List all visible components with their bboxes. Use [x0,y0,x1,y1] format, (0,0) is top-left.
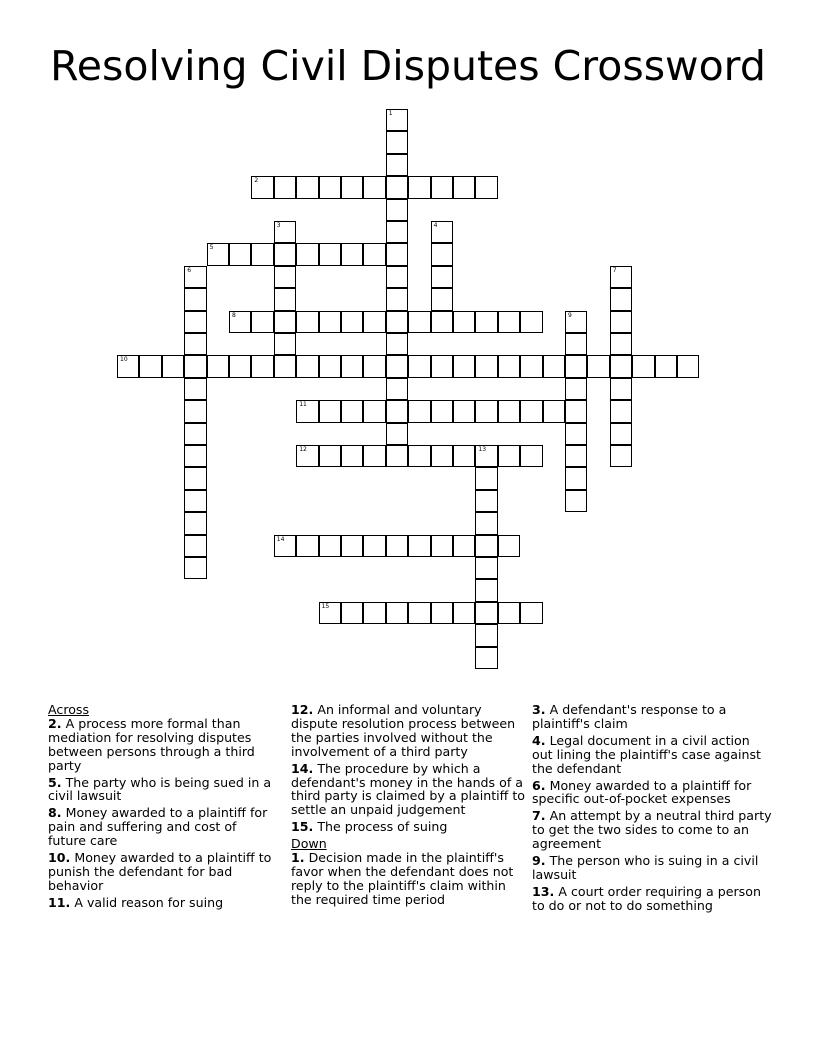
crossword-cell[interactable] [341,176,363,198]
clue-number: 4. [532,732,546,748]
across-heading: Across [48,702,90,717]
crossword-cell[interactable] [386,131,408,153]
crossword-cell[interactable] [386,445,408,467]
crossword-cell[interactable] [498,311,520,333]
crossword-cell[interactable] [207,355,229,377]
clue-text: A valid reason for suing [74,894,224,910]
crossword-cell[interactable] [655,355,677,377]
crossword-cell[interactable] [565,400,587,422]
crossword-cell[interactable] [431,176,453,198]
crossword-cell[interactable] [565,445,587,467]
crossword-cell[interactable] [610,266,632,288]
crossword-cell[interactable] [386,154,408,176]
crossword-cell[interactable] [565,467,587,489]
clue-text: Money awarded to a plaintiff for pain and suffering and cost of future care [48,805,268,849]
clue-number: 2. [48,715,62,731]
crossword-cell[interactable] [498,445,520,467]
cell-number: 13 [478,446,487,453]
cell-number: 11 [299,401,307,409]
crossword-cell[interactable] [520,602,542,624]
cell-number: 1 [388,110,393,117]
crossword-cell[interactable] [386,423,408,445]
crossword-cell[interactable] [565,355,587,377]
crossword-cell[interactable] [184,400,206,422]
crossword-cell[interactable] [475,355,497,377]
crossword-cell[interactable] [341,355,363,377]
crossword-cell[interactable] [184,378,206,400]
crossword-cell[interactable] [274,288,296,310]
crossword-cell[interactable] [386,176,408,198]
crossword-cell[interactable] [296,535,318,557]
crossword-cell[interactable] [296,311,318,333]
crossword-cell[interactable] [319,535,341,557]
cell-number: 15 [321,602,330,610]
crossword-cell[interactable] [408,311,430,333]
clue-number: 10. [48,850,71,866]
clue-number: 8. [48,805,62,821]
crossword-cell[interactable] [475,512,497,534]
crossword-cell[interactable] [319,602,341,624]
clue-across-15 [291,820,527,834]
crossword-cell[interactable] [386,311,408,333]
crossword-cell[interactable] [610,445,632,467]
cell-number: 2 [254,177,259,185]
crossword-cell[interactable] [363,176,385,198]
crossword-cell[interactable] [431,400,453,422]
crossword-cell[interactable] [520,400,542,422]
crossword-cell[interactable] [363,355,385,377]
crossword-cell[interactable] [319,400,341,422]
crossword-cell[interactable] [587,355,609,377]
crossword-cell[interactable] [408,400,430,422]
cell-number: 14 [276,535,285,543]
crossword-cell[interactable] [453,400,475,422]
clue-text: The party who is being sued in a civil lawsuit [48,774,272,804]
crossword-cell[interactable] [475,176,497,198]
crossword-cell[interactable] [386,243,408,265]
crossword-cell[interactable] [184,490,206,512]
crossword-cell[interactable] [386,400,408,422]
crossword-cell[interactable] [565,311,587,333]
crossword-cell[interactable] [610,311,632,333]
crossword-cell[interactable] [520,445,542,467]
crossword-cell[interactable] [274,355,296,377]
crossword-cell[interactable] [565,333,587,355]
down-heading: Down [291,836,327,852]
crossword-cell[interactable] [386,221,408,243]
crossword-cell[interactable] [229,311,251,333]
crossword-cell[interactable] [475,535,497,557]
crossword-cell[interactable] [341,602,363,624]
crossword-cell[interactable] [408,355,430,377]
crossword-cell[interactable] [520,311,542,333]
crossword-cell[interactable] [363,445,385,467]
clue-across-12 [291,703,527,759]
crossword-cell[interactable] [543,400,565,422]
crossword-cell[interactable] [610,288,632,310]
clue-number: 1. [291,850,305,866]
clue-across-5 [48,776,276,804]
crossword-cell[interactable] [341,311,363,333]
clue-text: Decision made in the plaintiff's favor when the defendant does not reply to the plaintiff's claim within the required time period [291,850,514,907]
crossword-cell[interactable] [610,355,632,377]
crossword-cell[interactable] [274,311,296,333]
cell-number: 8 [232,311,236,319]
crossword-cell[interactable] [498,535,520,557]
clues-column-1 [48,703,276,913]
crossword-cell[interactable] [184,311,206,333]
cell-number: 12 [299,446,307,453]
crossword-cell[interactable] [498,400,520,422]
crossword-cell[interactable] [498,602,520,624]
crossword-cell[interactable] [319,445,341,467]
crossword-cell[interactable] [296,243,318,265]
crossword-cell[interactable] [184,557,206,579]
crossword-cell[interactable] [184,288,206,310]
clue-number: 13. [532,883,555,899]
cell-number: 4 [433,222,438,229]
crossword-cell[interactable] [184,266,206,288]
clue-down-4 [532,734,772,776]
crossword-cell[interactable] [408,176,430,198]
crossword-cell[interactable] [184,355,206,377]
crossword-cell[interactable] [319,355,341,377]
crossword-cell[interactable] [296,445,318,467]
crossword-cell[interactable] [565,378,587,400]
crossword-cell[interactable] [251,355,273,377]
clue-text: The person who is suing in a civil lawsuit [532,853,759,882]
clue-text: An informal and voluntary dispute resolution process between the parties involved without the involvement of a third party [291,702,516,759]
crossword-cell[interactable] [386,602,408,624]
crossword-cell[interactable] [610,333,632,355]
crossword-cell[interactable] [229,243,251,265]
crossword-cell[interactable] [475,490,497,512]
crossword-cell[interactable] [453,355,475,377]
clue-across-8 [48,806,276,848]
crossword-cell[interactable] [475,624,497,646]
crossword-cell[interactable] [184,467,206,489]
clue-text: Money awarded to a plaintiff for specific out-of-pocket expenses [532,777,752,807]
crossword-cell[interactable] [319,243,341,265]
crossword-cell[interactable] [363,243,385,265]
cell-number: 5 [209,244,214,252]
crossword-cell[interactable] [139,355,161,377]
crossword-cell[interactable] [296,355,318,377]
crossword-cell[interactable] [431,445,453,467]
clue-down-6 [532,779,772,807]
crossword-cell[interactable] [610,400,632,422]
crossword-cell[interactable] [565,490,587,512]
crossword-cell[interactable] [184,512,206,534]
crossword-cell[interactable] [341,243,363,265]
crossword-cell[interactable] [565,423,587,445]
crossword-cell[interactable] [274,176,296,198]
crossword-cell[interactable] [229,355,251,377]
clue-across-11 [48,896,276,910]
crossword-cell[interactable] [296,176,318,198]
crossword-cell[interactable] [431,243,453,265]
crossword-cell[interactable] [274,535,296,557]
clue-number: 11. [48,894,71,910]
clue-number: 7. [532,808,546,824]
clue-text: A process more formal than mediation for resolving disputes between persons through a third party [48,715,255,773]
crossword-cell[interactable] [431,311,453,333]
crossword-cell[interactable] [475,602,497,624]
clue-across-10 [48,851,276,893]
crossword-cell[interactable] [162,355,184,377]
crossword-cell[interactable] [117,355,139,377]
crossword-cell[interactable] [386,288,408,310]
clue-number: 15. [291,819,314,835]
crossword-cell[interactable] [341,535,363,557]
cell-number: 10 [120,356,128,364]
crossword-cell[interactable] [296,400,318,422]
crossword-cell[interactable] [274,266,296,288]
clue-text: The process of suing [317,819,448,835]
clue-text: The procedure by which a defendant's money in the hands of a third party is claimed by a plaintiff to settle an unpaid judgement [291,760,525,818]
crossword-cell[interactable] [184,445,206,467]
crossword-cell[interactable] [610,378,632,400]
clue-down-3 [532,703,772,731]
clue-number: 3. [532,702,546,717]
crossword-cell[interactable] [475,445,497,467]
crossword-cell[interactable] [431,266,453,288]
clues-column-2 [291,703,527,910]
clue-number: 5. [48,774,62,790]
clue-text: A defendant's response to a plaintiff's claim [532,702,727,731]
clue-number: 6. [532,777,546,793]
clues-column-3 [532,703,772,916]
crossword-cell[interactable] [632,355,654,377]
crossword-cell[interactable] [408,602,430,624]
crossword-cell[interactable] [453,602,475,624]
page-title: Resolving Civil Disputes Crossword [50,42,766,90]
clue-text: A court order requiring a person to do or not to do something [532,883,761,913]
crossword-cell[interactable] [475,467,497,489]
crossword-cell[interactable] [386,333,408,355]
crossword-cell[interactable] [363,602,385,624]
crossword-cell[interactable] [498,355,520,377]
crossword-cell[interactable] [386,378,408,400]
crossword-cell[interactable] [408,535,430,557]
cell-number: 7 [612,266,617,274]
cell-number: 9 [568,311,572,319]
crossword-cell[interactable] [431,602,453,624]
crossword-cell[interactable] [363,400,385,422]
crossword-cell[interactable] [386,355,408,377]
crossword-cell[interactable] [431,535,453,557]
cell-number: 3 [276,222,281,229]
crossword-cell[interactable] [319,176,341,198]
crossword-cell[interactable] [543,355,565,377]
crossword-cell[interactable] [184,333,206,355]
crossword-cell[interactable] [207,243,229,265]
crossword-cell[interactable] [453,311,475,333]
crossword-cell[interactable] [386,199,408,221]
crossword-cell[interactable] [386,109,408,131]
crossword-cell[interactable] [274,333,296,355]
clue-down-7 [532,809,772,851]
crossword-cell[interactable] [431,288,453,310]
crossword-cell[interactable] [363,535,385,557]
crossword-cell[interactable] [475,400,497,422]
clue-number: 14. [291,760,314,776]
crossword-cell[interactable] [251,243,273,265]
crossword-cell[interactable] [251,311,273,333]
crossword-cell[interactable] [475,647,497,669]
crossword-cell[interactable] [274,243,296,265]
crossword-cell[interactable] [610,423,632,445]
crossword-cell[interactable] [251,176,273,198]
crossword-cell[interactable] [184,423,206,445]
crossword-cell[interactable] [386,535,408,557]
crossword-cell[interactable] [341,400,363,422]
crossword-cell[interactable] [319,311,341,333]
crossword-cell[interactable] [520,355,542,377]
crossword-cell[interactable] [363,311,385,333]
clue-down-9 [532,854,772,882]
crossword-cell[interactable] [475,557,497,579]
crossword-cell[interactable] [274,221,296,243]
clue-text: An attempt by a neutral third party to get the two sides to come to an agreement [532,808,772,852]
crossword-cell[interactable] [453,535,475,557]
clue-number: 12. [291,702,314,717]
crossword-cell[interactable] [677,355,699,377]
crossword-cell[interactable] [431,355,453,377]
crossword-cell[interactable] [475,579,497,601]
crossword-cell[interactable] [453,176,475,198]
crossword-cell[interactable] [341,445,363,467]
cell-number: 6 [187,266,192,274]
clue-down-13 [532,885,772,913]
clue-down-1 [291,851,527,907]
crossword-cell[interactable] [386,266,408,288]
crossword-cell[interactable] [408,445,430,467]
clue-number: 9. [532,853,546,869]
crossword-cell[interactable] [184,535,206,557]
crossword-cell[interactable] [475,311,497,333]
crossword-cell[interactable] [453,445,475,467]
crossword-cell[interactable] [431,221,453,243]
clue-across-14 [291,762,527,818]
clue-text: Legal document in a civil action out lining the plaintiff's case against the defendant [532,732,761,776]
clue-text: Money awarded to a plaintiff to punish the defendant for bad behavior [48,850,272,893]
clue-across-2 [48,717,276,773]
